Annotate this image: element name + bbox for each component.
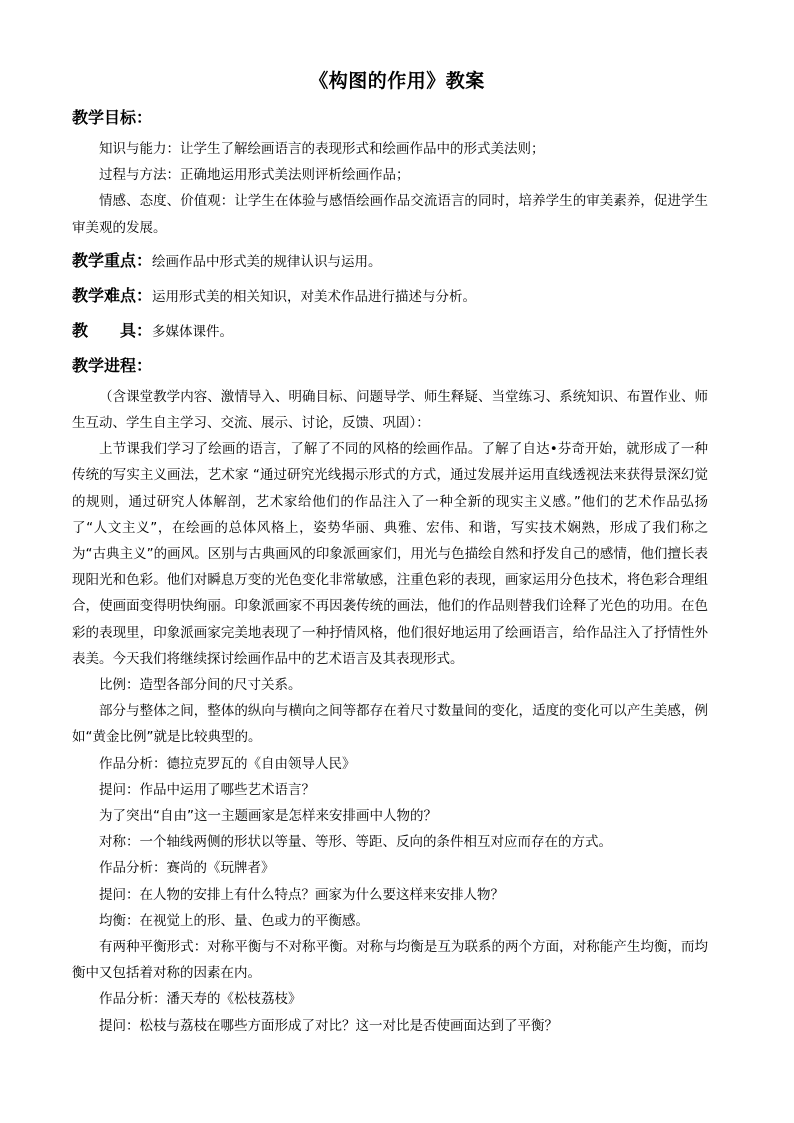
difficulty-heading: 教学难点： <box>72 285 153 305</box>
process-intro: 上节课我们学习了绘画的语言，了解了不同的风格的绘画作品。了解了自达•芬奇开始，就形成了一种传统的写实主义画法，艺术家 “通过研究光线揭示形式的方式，通过发展并运用直线透视法来获得景深幻觉的规则，通过研究人体解剖，艺术家给他们的作品注入了一种全新的现实主义感。”他们的艺术作品弘扬了“人文主义”，在绘画的总体风格上，姿势华丽、典雅、宏伟、和谐，写实技术娴熟，形成了我们称之为“古典主义”的画风。区别与古典画风的印象派画家们，用光与色描绘自然和抒发自己的感情，他们擅长表现阳光和色彩。他们对瞬息万变的光色变化非常敏感，注重色彩的表现，画家运用分色技术，将色彩合理组合，使画面变得明快绚丽。印象派画家不再因袭传统的画法，他们的作品则替我们诠释了光色的功用。在色彩的表现里，印象派画家完美地表现了一种抒情风格，他们很好地运用了绘画语言，给作品注入了抒情性外表美。今天我们将继续探讨绘画作品中的艺术语言及其表现形式。 <box>72 441 708 667</box>
document-title: 《构图的作用》教案 <box>309 70 485 92</box>
objective-knowledge: 知识与能力：让学生了解绘画语言的表现形式和绘画作品中的形式美法则； <box>99 141 545 157</box>
difficulty-line <box>72 282 708 311</box>
document-body <box>72 104 708 1039</box>
key-point-text: 绘画作品中形式美的规律认识与运用。 <box>152 253 382 270</box>
tools-heading: 教 具： <box>72 320 153 340</box>
key-point-line <box>72 247 708 276</box>
symmetry-definition: 对称：一个轴线两侧的形状以等量、等形、等距、反向的条件相互对应而存在的方式。 <box>99 834 612 851</box>
balance-definition: 均衡：在视觉上的形、量、色或力的平衡感。 <box>99 912 369 929</box>
question-freedom: 为了突出“自由”这一主题画家是怎样来安排画中人物的？ <box>99 808 437 825</box>
objective-method: 过程与方法：正确地运用形式美法则评析绘画作品； <box>99 167 410 184</box>
analysis-delacroix: 作品分析：德拉克罗瓦的《自由领导人民》 <box>99 755 356 772</box>
process-heading: 教学进程： <box>72 355 153 375</box>
tools-text: 多媒体课件。 <box>152 323 234 340</box>
question-art-language: 提问：作品中运用了哪些艺术语言？ <box>99 781 315 798</box>
key-point-heading: 教学重点： <box>72 250 153 270</box>
question-arrangement: 提问：在人物的安排上有什么特点？画家为什么要这样来安排人物？ <box>99 886 504 903</box>
tools-line <box>72 317 708 346</box>
objective-attitude: 情感、态度、价值观：让学生在体验与感悟绘画作品交流语言的同时，培养学生的审美素养，促进学生审美观的发展。 <box>72 193 708 236</box>
balance-explanation: 有两种平衡形式：对称平衡与不对称平衡。对称与均衡是互为联系的两个方面，对称能产生均衡，而均衡中又包括着对称的因素在内。 <box>72 939 708 982</box>
process-note: （含课堂教学内容、激情导入、明确目标、问题导学、师生释疑、当堂练习、系统知识、布置作业、师生互动、学生自主学习、交流、展示、讨论，反馈、巩固）： <box>72 388 708 432</box>
objectives-heading: 教学目标： <box>72 108 153 127</box>
analysis-cezanne: 作品分析：赛尚的《玩牌者》 <box>99 860 275 877</box>
proportion-definition: 比例：造型各部分间的尺寸关系。 <box>99 677 302 694</box>
question-contrast: 提问：松枝与荔枝在哪些方面形成了对比？这一对比是否使画面达到了平衡？ <box>99 1017 558 1034</box>
proportion-explanation: 部分与整体之间，整体的纵向与横向之间等都存在着尺寸数量间的变化，适度的变化可以产生美感，例如“黄金比例”就是比较典型的。 <box>72 703 708 746</box>
analysis-pan-tianshou: 作品分析：潘天寿的《松枝荔枝》 <box>99 991 302 1008</box>
difficulty-text: 运用形式美的相关知识，对美术作品进行描述与分析。 <box>152 288 477 305</box>
